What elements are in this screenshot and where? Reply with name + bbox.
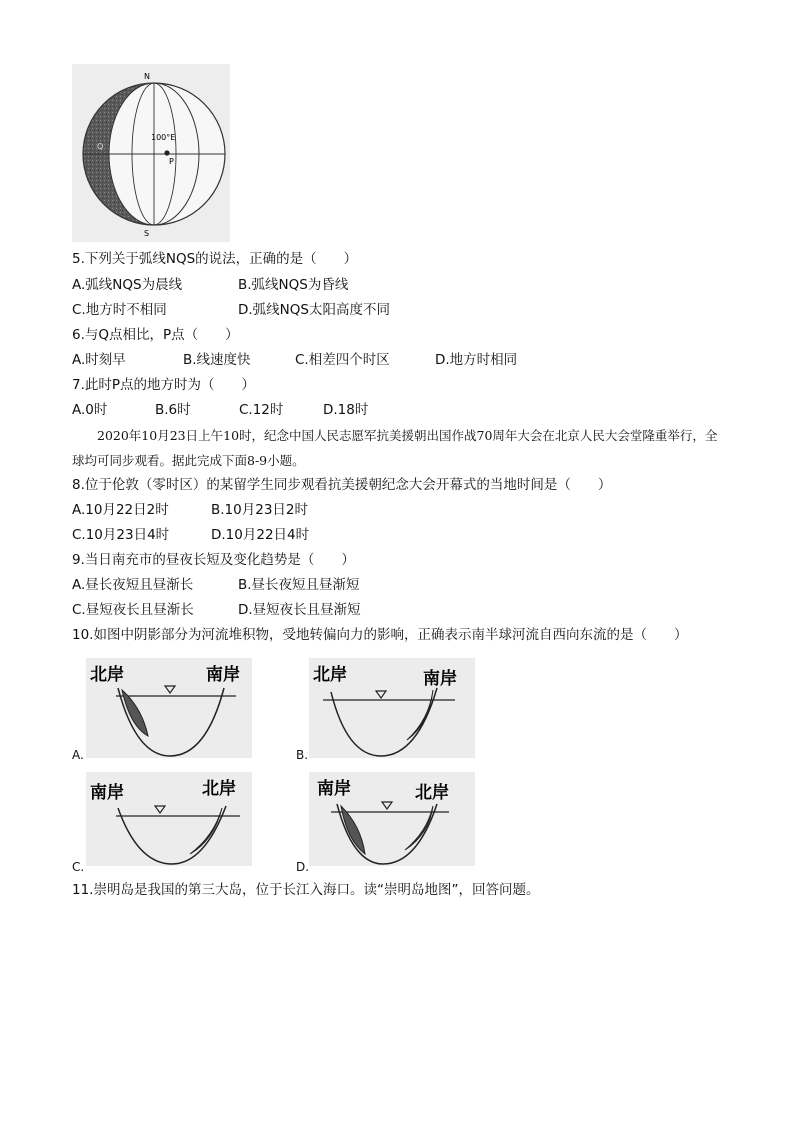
river-figure-c-letter: C. [72, 860, 85, 874]
q5-stem: 5.下列关于弧线NQS的说法，正确的是（ ） [72, 251, 358, 267]
q6-option-b: B.线速度快 [183, 352, 251, 368]
right-bank-label: 北岸 [415, 783, 449, 803]
left-bank-label: 南岸 [317, 779, 351, 799]
river-figure-a [86, 658, 252, 758]
q9-stem: 9.当日南充市的昼夜长短及变化趋势是（ ） [72, 552, 355, 568]
river-figure-b [309, 658, 475, 758]
q6-option-c: C.相差四个时区 [295, 352, 390, 368]
q8-option-a: A.10月22日2时 [72, 502, 169, 518]
q6-stem: 6.与Q点相比，P点（ ） [72, 327, 239, 343]
q10-stem: 10.如图中阴影部分为河流堆积物，受地转偏向力的影响，正确表示南半球河流自西向东流的是（ ） [72, 627, 688, 643]
north-label: N [144, 72, 150, 81]
passage-paragraph: 2020年10月23日上午10时，纪念中国人民志愿军抗美援朝出国作战70周年大会在北京人民大会堂隆重举行，全球均可同步观看。据此完成下面8-9小题。 [72, 428, 718, 468]
q7-option-c: C.12时 [239, 402, 284, 418]
q8-option-d: D.10月22日4时 [211, 527, 310, 543]
left-bank-label: 北岸 [313, 665, 347, 685]
q6-option-a: A.时刻早 [72, 352, 126, 368]
right-bank-label: 南岸 [206, 665, 240, 685]
right-bank-label: 北岸 [202, 779, 236, 799]
left-bank-label: 北岸 [90, 665, 124, 685]
q7-stem: 7.此时P点的地方时为（ ） [72, 377, 256, 393]
q9-option-c: C.昼短夜长且昼渐长 [72, 602, 194, 618]
q8-option-b: B.10月23日2时 [211, 502, 308, 518]
river-figure-a-letter: A. [72, 748, 84, 762]
globe-figure [72, 64, 230, 242]
q9-option-a: A.昼长夜短且昼渐长 [72, 577, 194, 593]
point-q-label: Q [97, 142, 104, 151]
river-figure-d [309, 772, 475, 866]
right-bank-label: 南岸 [423, 669, 457, 689]
q7-option-d: D.18时 [323, 402, 369, 418]
q11-stem: 11.崇明岛是我国的第三大岛，位于长江入海口。读“崇明岛地图”，回答问题。 [72, 882, 540, 898]
q5-option-c: C.地方时不相同 [72, 302, 167, 318]
point-p-label: P [169, 157, 174, 166]
longitude-label: 100°E [151, 133, 176, 142]
river-figure-c [86, 772, 252, 866]
left-bank-label: 南岸 [90, 783, 124, 803]
q5-option-b: B.弧线NQS为昏线 [238, 277, 349, 293]
q5-option-a: A.弧线NQS为晨线 [72, 277, 183, 293]
q5-option-d: D.弧线NQS太阳高度不同 [238, 302, 390, 318]
q9-option-b: B.昼长夜短且昼渐短 [238, 577, 360, 593]
q8-stem: 8.位于伦敦（零时区）的某留学生同步观看抗美援朝纪念大会开幕式的当地时间是（ ） [72, 477, 612, 493]
river-figure-d-letter: D. [296, 860, 310, 874]
q7-option-a: A.0时 [72, 402, 108, 418]
q7-option-b: B.6时 [155, 402, 191, 418]
q8-option-c: C.10月23日4时 [72, 527, 170, 543]
q9-option-d: D.昼短夜长且昼渐短 [238, 602, 361, 618]
south-label: S [144, 229, 150, 238]
river-figure-b-letter: B. [296, 748, 309, 762]
q6-option-d: D.地方时相同 [435, 352, 518, 368]
